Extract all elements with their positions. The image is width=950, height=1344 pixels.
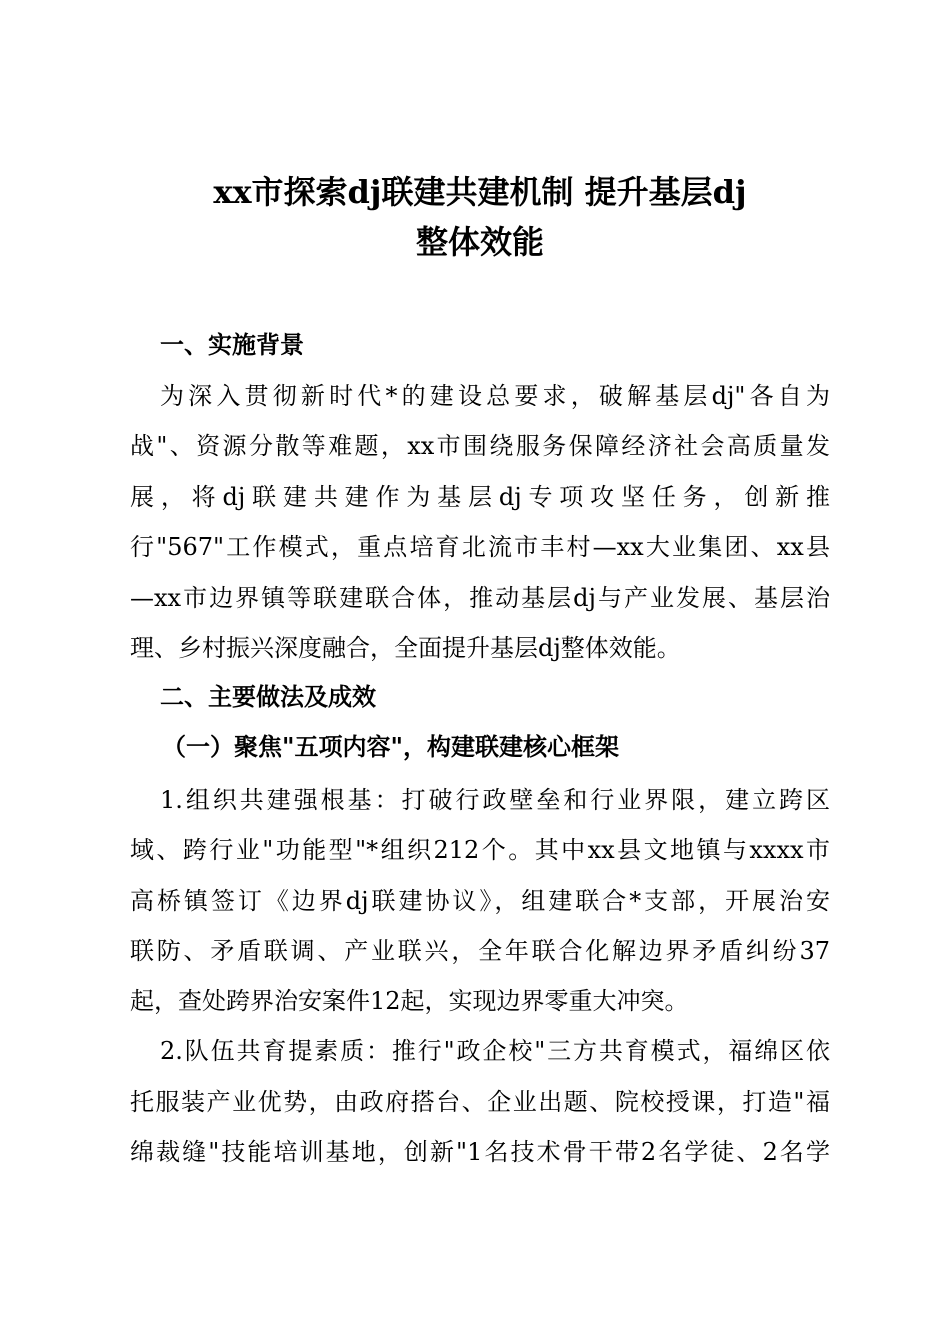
document-title-line-1: xx市探索dj联建共建机制 提升基层dj <box>213 173 747 211</box>
paragraph-line: 战"、资源分散等难题，xx市围绕服务保障经济社会高质量发 <box>130 432 830 460</box>
section-heading-background: 一、实施背景 <box>160 330 304 359</box>
paragraph-line: 理、乡村振兴深度融合，全面提升基层dj整体效能。 <box>130 634 681 662</box>
section-heading-practices: 二、主要做法及成效 <box>160 682 376 711</box>
document-title-line-2: 整体效能 <box>415 223 544 261</box>
paragraph-line: 1.组织共建强根基：打破行政壁垒和行业界限，建立跨区 <box>160 786 830 814</box>
subsection-heading: （一）聚焦"五项内容"，构建联建核心框架 <box>162 732 620 761</box>
paragraph-line: 联防、矛盾联调、产业联兴，全年联合化解边界矛盾纠纷37 <box>130 937 830 965</box>
paragraph-line: 为深入贯彻新时代*的建设总要求，破解基层dj"各自为 <box>160 382 830 410</box>
paragraph-line: 起，查处跨界治安案件12起，实现边界零重大冲突。 <box>130 987 689 1015</box>
paragraph-line: —xx市边界镇等联建联合体，推动基层dj与产业发展、基层治 <box>130 584 830 612</box>
paragraph-line: 展，将dj联建共建作为基层dj专项攻坚任务，创新推 <box>130 483 830 511</box>
paragraph-line: 绵裁缝"技能培训基地，创新"1名技术骨干带2名学徒、2名学 <box>130 1138 830 1166</box>
paragraph-line: 2.队伍共育提素质：推行"政企校"三方共育模式，福绵区依 <box>160 1037 830 1065</box>
paragraph-line: 域、跨行业"功能型"*组织212个。其中xx县文地镇与xxxx市 <box>130 836 830 864</box>
paragraph-line: 高桥镇签订《边界dj联建协议》，组建联合*支部，开展治安 <box>130 887 830 915</box>
paragraph-line: 行"567"工作模式，重点培育北流市丰村—xx大业集团、xx县 <box>130 533 830 561</box>
paragraph-line: 托服装产业优势，由政府搭台、企业出题、院校授课，打造"福 <box>130 1088 830 1116</box>
